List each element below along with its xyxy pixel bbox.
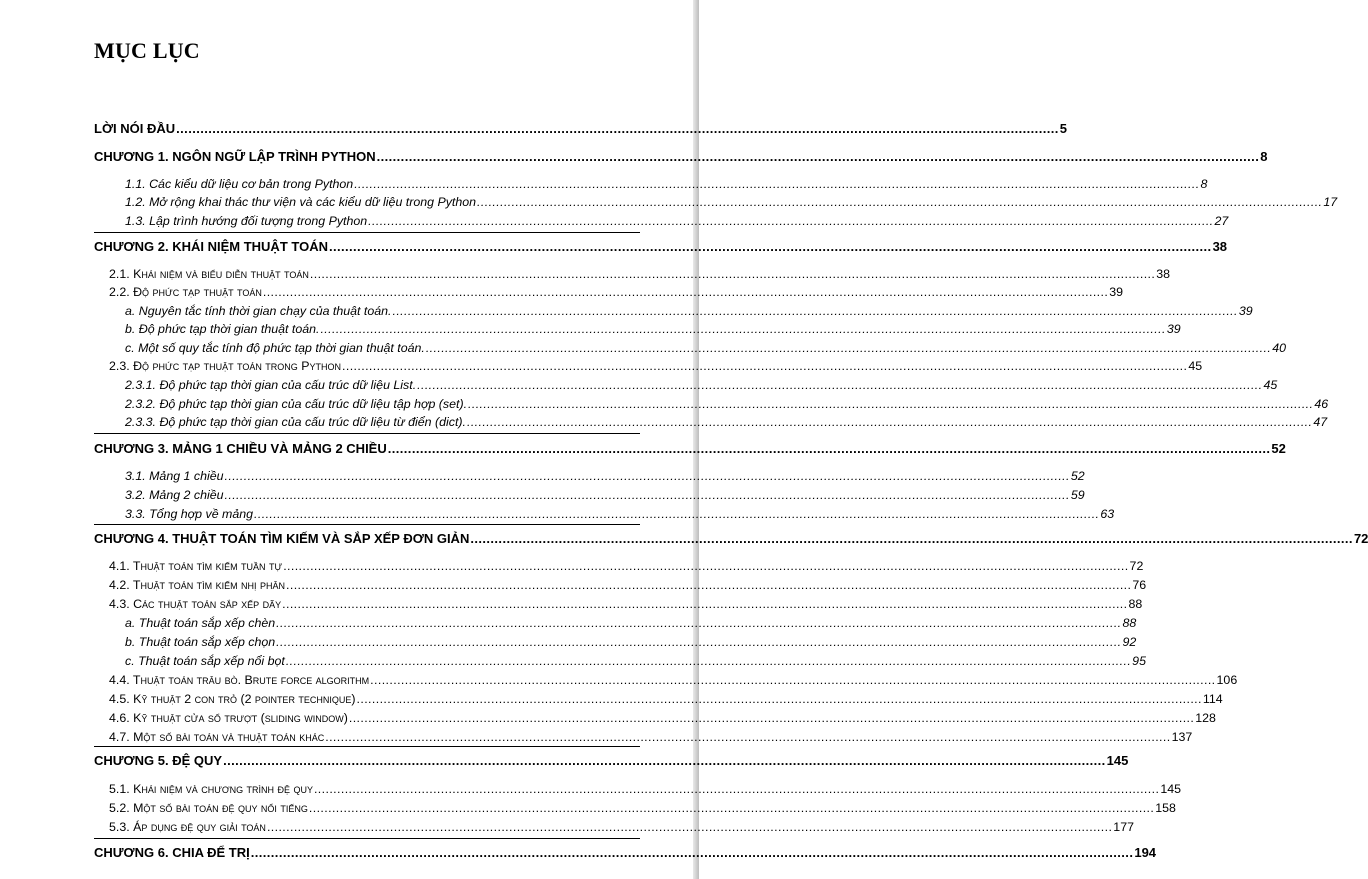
toc-entry[interactable] [125,614,1137,632]
toc-entry-page: 128 [1195,711,1216,725]
leader-dots: ............................................................................................................................................................................................................................ [328,239,1212,254]
leader-dots: ............................................................................................................................................................................................................................ [356,692,1202,706]
toc-entry-page: 95 [1132,654,1146,668]
leader-dots: ............................................................................................................................................................................................................................ [276,635,1122,649]
toc-entry-title: 4.3. Các thuật toán sắp xếp dãy [109,597,282,611]
toc-entry[interactable] [109,595,1143,613]
toc-entry-title: 5.2. Một số bài toán đệ quy nổi tiếng [109,801,308,815]
toc-entry[interactable] [109,283,1124,301]
toc-entry-page: 46 [1314,397,1329,411]
toc-entry-page: 17 [1323,195,1338,209]
toc-entry-page: 59 [1070,488,1085,502]
toc-entry-title: 2.2. Độ phức tạp thuật toán [109,285,262,299]
leader-dots: ............................................................................................................................................................................................................................ [348,711,1195,725]
toc-entry-title: 5.1. Khái niệm và chương trình đệ quy [109,782,313,796]
toc-entry-title: b. Thuật toán sắp xếp chọn [125,635,276,649]
toc-entry-page: 137 [1171,730,1193,744]
divider [94,746,640,747]
toc-entry-title: LỜI NÓI ĐẦU [94,121,176,136]
divider [94,838,640,839]
toc-entry[interactable] [109,671,1238,689]
leader-dots: ............................................................................................................................................................................................................................ [387,441,1271,456]
toc-entry[interactable] [125,633,1137,651]
toc-entry[interactable] [109,728,1193,746]
toc-entry-title: CHƯƠNG 6. CHIA ĐỂ TRỊ [94,845,250,860]
toc-entry-page: 8 [1260,149,1268,164]
toc-entry-title: 1.3. Lập trình hướng đối tượng trong Python [125,214,368,228]
toc-entry-page: 40 [1272,341,1286,355]
toc-entry-title: CHƯƠNG 3. MẢNG 1 CHIỀU VÀ MẢNG 2 CHIỀU [94,441,387,456]
toc-entry[interactable] [109,799,1176,817]
toc-entry[interactable] [125,652,1146,670]
toc-entry-page: 47 [1313,415,1328,429]
toc-entry-title: CHƯƠNG 5. ĐỆ QUY [94,753,223,768]
leader-dots: ............................................................................................................................................................................................................................ [262,285,1109,299]
toc-entry-page: 106 [1216,673,1238,687]
toc-entry-title: 2.3. Độ phức tạp thuật toán trong Python [109,359,342,373]
leader-dots: ............................................................................................................................................................................................................................ [224,488,1070,502]
toc-entry-title: 2.3.3. Độ phức tạp thời gian của cấu trúc dữ liệu từ điển (dict). [125,415,466,429]
toc-entry-title: a. Thuật toán sắp xếp chèn [125,616,276,630]
toc-entry[interactable] [94,148,1268,166]
toc-entry-title: c. Một số quy tắc tính độ phức tạp thời gian thuật toán. [125,341,425,355]
leader-dots: ............................................................................................................................................................................................................................ [470,531,1353,546]
page-title: MỤC LỤC [94,38,200,63]
toc-entry[interactable] [109,690,1223,708]
toc-entry-page: 88 [1128,597,1143,611]
toc-entry-title: CHƯƠNG 4. THUẬT TOÁN TÌM KIẾM VÀ SẮP XẾP ĐƠN GIẢN [94,531,470,546]
leader-dots: ............................................................................................................................................................................................................................ [477,195,1323,209]
toc-entry-page: 72 [1353,531,1368,546]
toc-entry[interactable] [94,530,1368,548]
toc-entry-page: 145 [1106,753,1129,768]
toc-entry-page: 27 [1214,214,1229,228]
divider [94,433,640,434]
leader-dots: ............................................................................................................................................................................................................................ [425,341,1272,355]
toc-entry[interactable] [125,339,1286,357]
toc-entry-title: 4.1. Thuật toán tìm kiếm tuần tự [109,559,283,573]
toc-entry-page: 52 [1070,469,1085,483]
toc-entry-page: 177 [1113,820,1134,834]
toc-entry-page: 158 [1155,801,1176,815]
toc-entry-page: 145 [1160,782,1181,796]
toc-entry[interactable] [125,467,1085,485]
toc-entry-title: CHƯƠNG 2. KHÁI NIỆM THUẬT TOÁN [94,239,328,254]
toc-entry[interactable] [109,709,1216,727]
toc-entry[interactable] [109,780,1181,798]
toc-entry-title: 3.1. Mảng 1 chiều [125,469,224,483]
toc-entry[interactable] [125,395,1329,413]
leader-dots: ............................................................................................................................................................................................................................ [417,378,1263,392]
toc-entry-title: 4.2. Thuật toán tìm kiếm nhị phân [109,578,286,592]
toc-entry[interactable] [109,265,1171,283]
leader-dots: ............................................................................................................................................................................................................................ [282,597,1128,611]
toc-entry-title: 4.5. Kỹ thuật 2 con trỏ (2 pointer technique) [109,692,356,706]
leader-dots: ............................................................................................................................................................................................................................ [176,121,1059,136]
toc-entry-page: 38 [1212,239,1228,254]
toc-entry-title: 4.7. Một số bài toán và thuật toán khác [109,730,325,744]
toc-entry-page: 5 [1059,121,1067,136]
toc-entry-title: 4.6. Kỹ thuật cửa sổ trượt (sliding window) [109,711,348,725]
toc-entry-page: 72 [1129,559,1144,573]
leader-dots: ............................................................................................................................................................................................................................ [370,673,1216,687]
toc-entry-title: CHƯƠNG 1. NGÔN NGỮ LẬP TRÌNH PYTHON [94,149,376,164]
leader-dots: ............................................................................................................................................................................................................................ [224,469,1070,483]
toc-entry-title: b. Độ phức tạp thời gian thuật toán. [125,322,320,336]
leader-dots: ............................................................................................................................................................................................................................ [467,415,1313,429]
toc-entry-page: 88 [1122,616,1137,630]
divider [94,524,640,525]
toc-entry[interactable] [125,212,1229,230]
toc-entry-page: 63 [1100,507,1115,521]
toc-entry[interactable] [109,576,1147,594]
leader-dots: ............................................................................................................................................................................................................................ [266,820,1113,834]
leader-dots: ............................................................................................................................................................................................................................ [368,214,1214,228]
toc-entry-page: 114 [1202,692,1223,706]
toc-entry-title: 1.2. Mở rộng khai thác thư viện và các kiểu dữ liệu trong Python [125,195,477,209]
leader-dots: ............................................................................................................................................................................................................................ [250,845,1134,860]
leader-dots: ............................................................................................................................................................................................................................ [313,782,1160,796]
toc-entry-title: 2.1. Khái niệm và biểu diễn thuật toán [109,267,309,281]
leader-dots: ............................................................................................................................................................................................................................ [342,359,1188,373]
toc-entry[interactable] [94,238,1228,256]
toc-entry-page: 38 [1156,267,1171,281]
toc-entry[interactable] [94,440,1286,458]
leader-dots: ............................................................................................................................................................................................................................ [285,654,1132,668]
leader-dots: ............................................................................................................................................................................................................................ [254,507,1100,521]
leader-dots: ............................................................................................................................................................................................................................ [320,322,1166,336]
toc-entry[interactable] [125,486,1085,504]
toc-entry-page: 39 [1238,304,1253,318]
toc-entry[interactable] [94,120,1067,138]
toc-entry-title: 1.1. Các kiểu dữ liệu cơ bản trong Python [125,177,354,191]
toc-entry[interactable] [94,844,1157,862]
toc-entry-page: 45 [1188,359,1203,373]
leader-dots: ............................................................................................................................................................................................................................ [392,304,1238,318]
toc-entry[interactable] [109,557,1144,575]
leader-dots: ............................................................................................................................................................................................................................ [354,177,1200,191]
toc-entry[interactable] [125,505,1115,523]
toc-entry[interactable] [125,376,1278,394]
divider [94,232,640,233]
leader-dots: ............................................................................................................................................................................................................................ [286,578,1132,592]
toc-entry-page: 52 [1271,441,1286,456]
toc-entry-page: 76 [1132,578,1147,592]
toc-entry-title: 3.2. Mảng 2 chiều [125,488,224,502]
toc-entry-page: 39 [1166,322,1181,336]
toc-entry-title: c. Thuật toán sắp xếp nổi bọt [125,654,285,668]
toc-entry-page: 92 [1122,635,1137,649]
leader-dots: ............................................................................................................................................................................................................................ [309,267,1156,281]
toc-entry[interactable] [125,320,1181,338]
toc-entry-title: 3.3. Tổng hợp về mảng [125,507,254,521]
leader-dots: ............................................................................................................................................................................................................................ [308,801,1155,815]
leader-dots: ............................................................................................................................................................................................................................ [276,616,1122,630]
toc-entry[interactable] [125,302,1253,320]
leader-dots: ............................................................................................................................................................................................................................ [223,753,1106,768]
toc-entry[interactable] [125,413,1328,431]
toc-entry[interactable] [125,193,1338,211]
leader-dots: ............................................................................................................................................................................................................................ [325,730,1171,744]
toc-entry-page: 8 [1200,177,1208,191]
toc-entry[interactable] [125,175,1208,193]
leader-dots: ............................................................................................................................................................................................................................ [468,397,1314,411]
toc-entry-page: 194 [1134,845,1157,860]
toc-entry-title: 2.3.2. Độ phức tạp thời gian của cấu trúc dữ liệu tập hợp (set). [125,397,468,411]
toc-entry-page: 45 [1263,378,1278,392]
leader-dots: ............................................................................................................................................................................................................................ [376,149,1260,164]
toc-entry[interactable] [109,357,1203,375]
toc-entry-title: a. Nguyên tắc tính thời gian chạy của thuật toán. [125,304,392,318]
leader-dots: ............................................................................................................................................................................................................................ [283,559,1129,573]
toc-entry-page: 39 [1109,285,1124,299]
toc-entry[interactable] [94,752,1129,770]
toc-entry-title: 5.3. Áp dụng đệ quy giải toán [109,820,266,834]
toc-entry-title: 2.3.1. Độ phức tạp thời gian của cấu trúc dữ liệu List. [125,378,417,392]
toc-entry-title: 4.4. Thuật toán trâu bò. Brute force algorithm [109,673,370,687]
toc-entry[interactable] [109,818,1134,836]
